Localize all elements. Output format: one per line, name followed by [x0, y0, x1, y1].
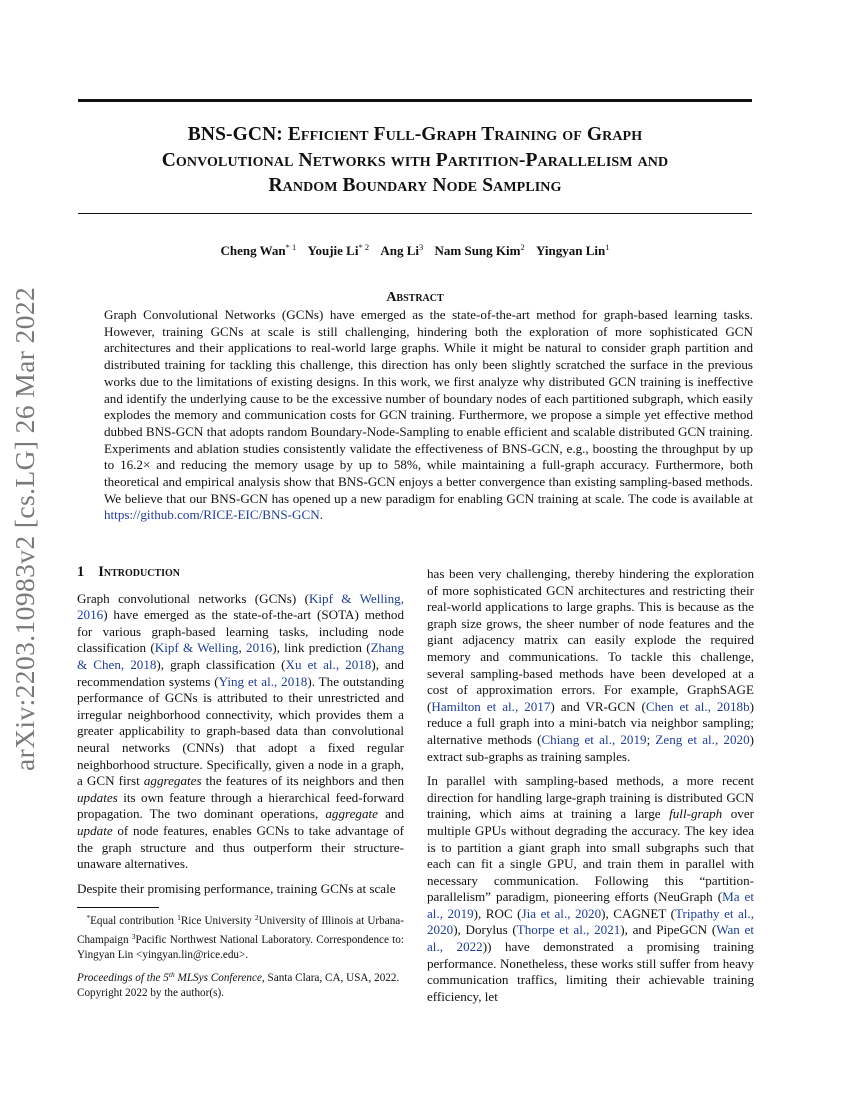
proceedings-note	[77, 967, 404, 1001]
text: ) and VR-GCN (	[550, 698, 646, 714]
author	[536, 243, 610, 258]
author	[380, 243, 423, 258]
section-heading-introduction	[77, 564, 404, 581]
footnote-mark: 3	[131, 932, 136, 942]
citation-link[interactable]: Kipf & Welling	[154, 640, 239, 656]
abstract-heading: Abstract	[386, 290, 444, 305]
author-affiliation-mark: 3	[419, 242, 424, 252]
abstract-end: .	[319, 507, 323, 523]
author	[435, 243, 525, 258]
citation-link[interactable]: 2016	[246, 640, 273, 656]
title-line-3: Random Boundary Node Sampling	[268, 175, 562, 196]
text: ), and PipeGCN (	[620, 922, 717, 938]
text: In parallel with sampling-based methods, a more recent direction for handling large-graph training is distributed GCN training, which aims at training a large	[427, 773, 754, 822]
intro-paragraph-3	[427, 773, 754, 1005]
emphasis: updates	[77, 789, 118, 805]
intro-paragraph-2-start: Despite their promising performance, training GCNs at scale	[77, 880, 396, 896]
code-repo-link[interactable]: https://github.com/RICE-EIC/BNS-GCN	[104, 507, 320, 523]
citation-link[interactable]: Ma et al., 2019	[427, 889, 754, 921]
citation-link[interactable]: Zeng et al., 2020	[655, 731, 750, 747]
left-column	[77, 564, 404, 897]
footnote-mark: *	[86, 913, 91, 922]
text: ,	[238, 640, 247, 656]
text: ). The outstanding performance of GCNs is attributed to their unrestricted and irregular neighborhood connectivity, which provides them a greater applicability to graph-based data than convolutional neural networks (CNNs) that adopt a fixed regular neighborhood structure. Specifically, given a node in a graph, a GCN first	[77, 673, 404, 789]
paper-title	[78, 122, 752, 199]
text: ) extract sub-graphs as training samples.	[427, 731, 754, 764]
text: and	[377, 806, 404, 822]
intro-paragraph-1	[77, 591, 404, 873]
text: ), CAGNET (	[601, 905, 675, 921]
author-affiliation-mark: 2	[520, 242, 525, 252]
intro-paragraph-2-cont	[427, 566, 754, 765]
text: ) have emerged as the state-of-the-art (SOTA) method for various graph-based learning tasks, including node classification (	[77, 607, 404, 656]
citation-link[interactable]: Wan et al., 2022	[427, 922, 754, 955]
text: University of Illinois at Urbana-Champaign	[77, 915, 404, 947]
author-name: Cheng Wan	[220, 243, 286, 258]
author-list	[78, 242, 752, 259]
citation-link[interactable]: Tripathy et al., 2020	[427, 905, 754, 938]
text: Rice University	[180, 915, 255, 927]
text: ), and recommendation systems (	[77, 656, 404, 689]
author	[221, 243, 297, 258]
abstract-body	[104, 307, 753, 524]
arxiv-stamp: arXiv:2203.10983v2 [cs.LG] 26 Mar 2022	[9, 286, 40, 771]
title-line-2: Convolutional Networks with Partition-Parallelism and	[161, 149, 669, 171]
citation-link[interactable]: Zhang & Chen, 2018	[77, 640, 405, 672]
citation-link[interactable]: Kipf & Welling, 2016	[77, 590, 404, 623]
right-column	[427, 566, 754, 1005]
author-affiliation-mark: * 1	[285, 242, 297, 252]
title-line-1: BNS-GCN: Efficient Full-Graph Training of Graph	[187, 124, 643, 145]
text: , Santa Clara, CA, USA, 2022. Copyright 2022 by the author(s).	[77, 972, 400, 1000]
text: ), Dorylus (	[453, 922, 517, 938]
text: has been very challenging, thereby hindering the exploration of more sophisticated GCN architectures and restricting their real-world applications to large graphs. This is because as the graph size grows, the sheer number of node features and the giant adjacency matrix can easily explode the required memory and communications. To tackle this challenge, several sampling-based methods have been developed at a cost of approximation errors. For example, GraphSAGE (	[427, 566, 754, 714]
text: ) reduce a full graph into a mini-batch via neighbor sampling; alternative methods (	[427, 698, 754, 747]
emphasis: aggregate	[325, 806, 378, 822]
emphasis: update	[77, 822, 113, 838]
text: ;	[646, 731, 656, 747]
emphasis: MLSys Conference	[174, 972, 262, 984]
text: ), graph classification (	[156, 656, 286, 672]
text: Equal contribution	[90, 915, 178, 927]
citation-link[interactable]: Hamilton et al., 2017	[431, 698, 551, 714]
emphasis: aggregates	[143, 773, 202, 789]
author-name: Yingyan Lin	[535, 243, 606, 258]
footnote	[77, 910, 404, 964]
text: the features of its neighbors and then	[201, 773, 405, 789]
emphasis: Proceedings of the 5	[77, 972, 169, 984]
emphasis: th	[168, 970, 175, 979]
footnote-rule	[77, 907, 159, 908]
section-title: Introduction	[98, 564, 181, 580]
citation-link[interactable]: Ying et al., 2018	[218, 673, 308, 689]
abstract-text: Graph Convolutional Networks (GCNs) have emerged as the state-of-the-art method for graph-based learning tasks. However, training GCNs at scale is still challenging, hindering both the exploration of more sophisticated GCN architectures and their applications to real-world large graphs. While it might be natural to consider graph partition and distributed training for tackling this challenge, this direction has only been slightly scratched the surface in the previous works due to the limitations of existing designs. In this work, we first analyze why distributed GCN training is ineffective and identify the underlying cause to be the excessive number of boundary nodes of each partitioned subgraph, which easily explodes the memory and communication costs for GCN training. Furthermore, we propose a simple yet effective method dubbed BNS-GCN that adopts random Boundary-Node-Sampling to enable efficient and scalable distributed GCN training. Experiments and ablation studies consistently validate the effectiveness of BNS-GCN, e.g., boosting the throughput by up to 16.2× and reducing the memory usage by up to 58%, while maintaining a full-graph accuracy. Furthermore, both theoretical and empirical analysis show that BNS-GCN enjoys a better convergence than existing sampling-based methods. We believe that our BNS-GCN has opened up a new paradigm for enabling GCN training at scale. The code is available at	[104, 307, 753, 506]
title-top-rule	[78, 99, 752, 102]
text: ), link prediction (	[272, 640, 371, 656]
citation-link[interactable]: Chen et al., 2018b	[645, 698, 750, 714]
citation-link[interactable]: Xu et al., 2018	[285, 656, 372, 672]
text: Pacific Northwest National Laboratory. Correspondence to: Yingyan Lin <yingyan.lin@rice.edu>.	[77, 934, 404, 962]
citation-link[interactable]: Jia et al., 2020	[521, 905, 602, 921]
emphasis: full-graph	[669, 806, 723, 822]
text: its own feature through a hierarchical feed-forward propagation. The two dominant operations,	[77, 789, 404, 822]
footnote-mark: 2	[254, 913, 259, 922]
author-affiliation-mark: * 2	[358, 242, 370, 252]
text: Graph convolutional networks (GCNs) (	[77, 590, 309, 606]
text: )) have demonstrated a promising training performance. Nonetheless, these works still suffer from heavy communication traffics, limiting their achievable training efficiency, let	[427, 939, 754, 1004]
citation-link[interactable]: Thorpe et al., 2021	[516, 922, 621, 938]
author-name: Youjie Li	[307, 243, 359, 258]
section-number: 1	[77, 564, 85, 580]
text: of node features, enables GCNs to take advantage of the graph structure and thus outperform their structure-unaware alternatives.	[77, 822, 404, 872]
footnote-mark: 1	[177, 913, 181, 922]
author-name: Ang Li	[380, 243, 419, 258]
author-name: Nam Sung Kim	[434, 243, 521, 258]
text: ), ROC (	[473, 905, 522, 921]
citation-link[interactable]: Chiang et al., 2019	[541, 731, 647, 747]
author-affiliation-mark: 1	[605, 242, 610, 252]
author	[308, 243, 370, 258]
text: over multiple GPUs without degrading the accuracy. The key idea is to partition a giant graph into small subgraphs such that each can fit a single GPU, and train them in parallel with necessary communication. Following this “partition-parallelism” paradigm, pioneering efforts (NeuGraph (	[427, 806, 754, 905]
title-bottom-rule	[78, 213, 752, 214]
